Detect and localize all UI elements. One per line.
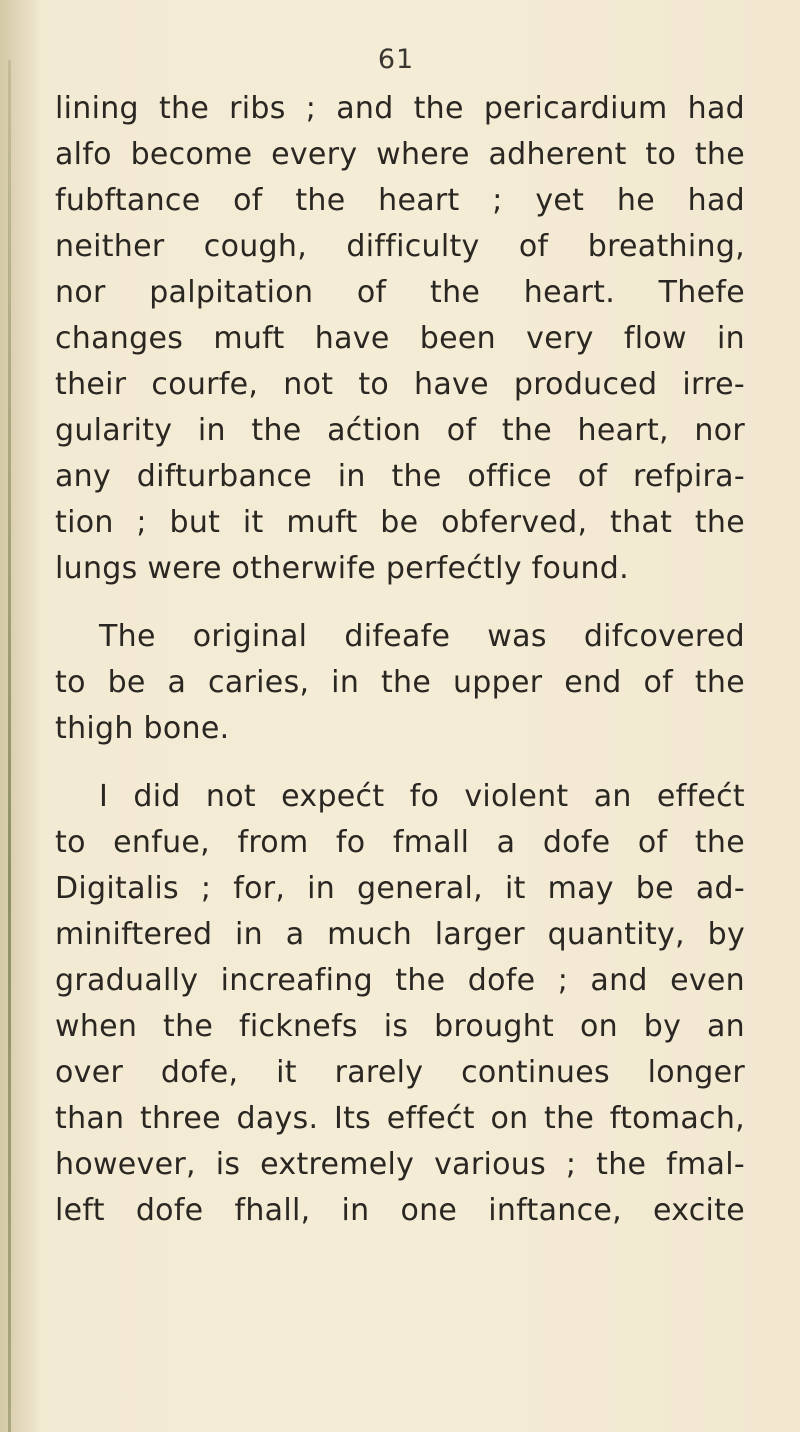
text-line: tion ; but it muft be obferved, that the [55,505,745,540]
text-line: any difturbance in the office of refpira- [55,459,745,494]
text-line: over dofe, it rarely continues longer [55,1055,745,1090]
text-line: I did not expećt fo violent an effećt [99,779,745,814]
text-line: lining the ribs ; and the pericardium had [55,91,745,126]
paragraph [55,86,745,592]
text-line: to enfue, from fo fmall a dofe of the [55,825,745,860]
binding-edge [8,60,11,1432]
text-line: miniftered in a much larger quantity, by [55,917,745,952]
text-line: nor palpitation of the heart. Thefe [55,275,745,310]
text-line: to be a caries, in the upper end of the [55,665,745,700]
text-line: lungs were otherwife perfećtly found. [55,551,629,586]
text-line: changes muft have been very flow in [55,321,745,356]
text-line: thigh bone. [55,711,230,746]
text-line: neither cough, difficulty of breathing, [55,229,745,264]
text-line: gradually increafing the dofe ; and even [55,963,745,998]
text-line: however, is extremely various ; the fmal- [55,1147,745,1182]
page-gutter-shadow [0,0,42,1432]
paragraph [55,614,745,752]
text-line: alfo become every where adherent to the [55,137,745,172]
page-number: 61 [377,44,415,75]
body-text [55,86,745,1234]
text-line: fubftance of the heart ; yet he had [55,183,745,218]
text-line: gularity in the aćtion of the heart, nor [55,413,745,448]
text-line: left dofe fhall, in one inftance, excite [55,1193,745,1228]
text-line: Digitalis ; for, in general, it may be ad- [55,871,745,906]
text-line: than three days. Its effećt on the ftomach, [55,1101,745,1136]
paragraph [55,774,745,1234]
text-line: The original difeafe was difcovered [99,619,745,654]
text-line: when the ficknefs is brought on by an [55,1009,745,1044]
text-line: their courfe, not to have produced irre- [55,367,745,402]
